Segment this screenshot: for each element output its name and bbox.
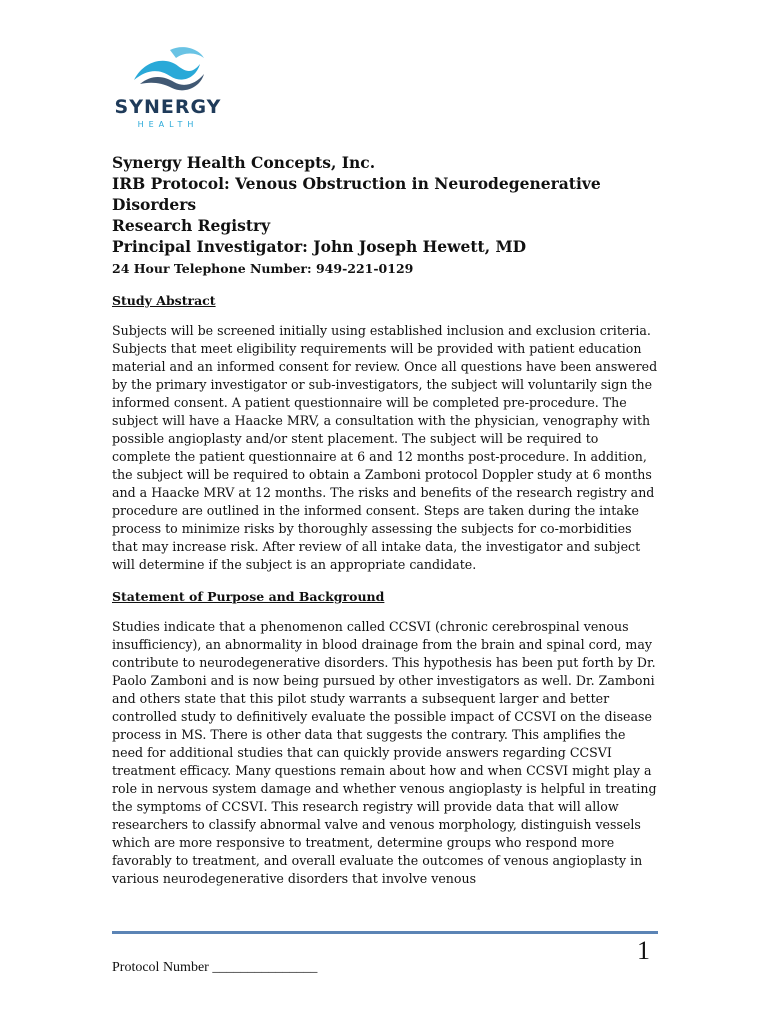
section-body-purpose: Studies indicate that a phenomenon called CCSVI (chronic cerebrospinal venous insufficiency), an abnormality in blood drainage from the brain and spinal cord, may contribute to neurodegenerative disorders. This hypothesis has been put forth by Dr. Paolo Zamboni and is now being pursued by other investigators as well. Dr. Zamboni and others state that this pilot study warrants a subsequent larger and better controlled study to definitively evaluate the possible impact of CCSVI on the disease process in MS. There is other data that suggests the contrary. This amplifies the need for additional studies that can quickly provide answers regarding CCSVI treatment efficacy. Many questions remain about how and when CCSVI might play a role in nervous system damage and whether venous angioplasty is helpful in treating the symptoms of CCSVI. This research registry will provide data that will allow researchers to classify abnormal valve and venous morphology, distinguish vessels which are more responsive to treatment, determine groups who respond more favorably to treatment, and overall evaluate the outcomes of venous angioplasty in various neurodegenerative disorders that involve venous — [112, 619, 657, 886]
protocol-number-field: Protocol Number _______________ — [112, 960, 318, 975]
logo-wordmark: SYNERGY — [114, 96, 222, 118]
logo-subtitle: HEALTH — [137, 120, 199, 129]
wave-logo-icon — [126, 44, 210, 94]
principal-investigator: Principal Investigator: John Joseph Hewett, MD — [112, 237, 527, 256]
document-body — [112, 152, 660, 888]
protocol-subtitle: Research Registry — [112, 216, 271, 235]
section-heading-purpose: Statement of Purpose and Background — [112, 589, 385, 604]
section-body-abstract: Subjects will be screened initially using established inclusion and exclusion criteria. Subjects that meet eligibility requirements will be provided with patient education material and an informed consent for review. Once all questions have been answered by the primary investigator or sub-investigators, the subject will voluntarily sign the informed consent. A patient questionnaire will be completed pre-procedure. The subject will have a Haacke MRV, a consultation with the physician, venography with possible angioplasty and/or stent placement. The subject will be required to complete the patient questionnaire at 6 and 12 months post-procedure. In addition, the subject will be required to obtain a Zamboni protocol Doppler study at 6 months and a Haacke MRV at 12 months. The risks and benefits of the research registry and procedure are outlined in the informed consent. Steps are taken during the intake process to minimize risks by thoroughly assessing the subjects for co-morbidities that may increase risk. After review of all intake data, the investigator and subject will determine if the subject is an appropriate candidate. — [112, 323, 658, 572]
footer-divider — [112, 931, 658, 934]
synergy-health-logo — [112, 44, 224, 134]
protocol-title: IRB Protocol: Venous Obstruction in Neurodegenerative Disorders — [112, 174, 601, 214]
page-number: 1 — [637, 936, 650, 965]
section-heading-abstract: Study Abstract — [112, 293, 216, 308]
company-name: Synergy Health Concepts, Inc. — [112, 153, 376, 172]
telephone-number: 24 Hour Telephone Number: 949-221-0129 — [112, 261, 414, 276]
